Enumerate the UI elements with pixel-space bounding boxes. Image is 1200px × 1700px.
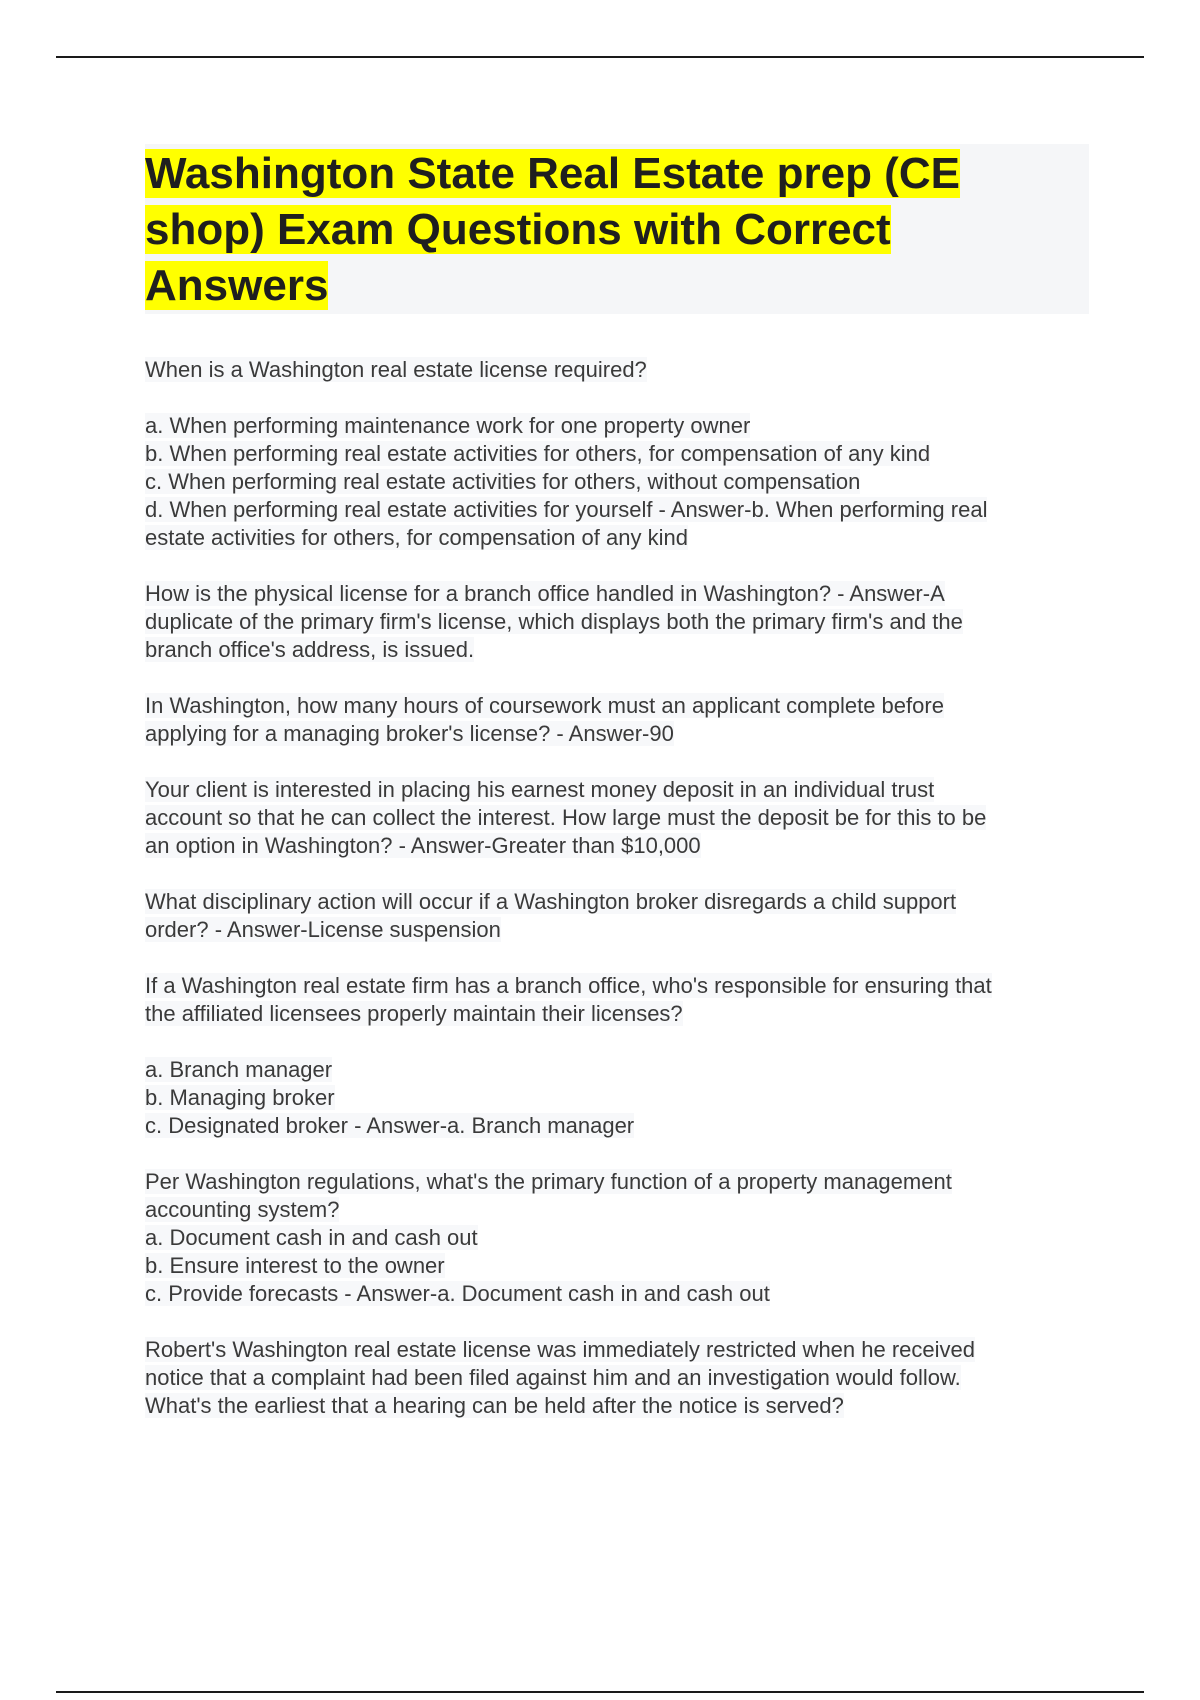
text-line xyxy=(145,1336,1089,1364)
text-line-content: estate activities for others, for compensation of any kind xyxy=(145,525,688,550)
text-line xyxy=(145,916,1089,944)
text-line-content: accounting system? xyxy=(145,1197,340,1222)
title-line: shop) Exam Questions with Correct xyxy=(145,205,891,254)
text-line-content: What disciplinary action will occur if a Washington broker disregards a child support xyxy=(145,889,957,914)
text-line-content: c. When performing real estate activities for others, without compensation xyxy=(145,469,861,494)
bottom-rule xyxy=(56,1691,1144,1693)
text-line xyxy=(145,1000,1089,1028)
text-line xyxy=(145,496,1089,524)
question-list xyxy=(145,356,1089,1420)
text-line-content: branch office's address, is issued. xyxy=(145,637,475,662)
text-line xyxy=(145,1168,1089,1196)
text-line xyxy=(145,972,1089,1000)
question-block xyxy=(145,1336,1089,1420)
text-line-content: the affiliated licensees properly maintain their licenses? xyxy=(145,1001,683,1026)
text-line xyxy=(145,1364,1089,1392)
text-line xyxy=(145,468,1089,496)
text-line-content: a. When performing maintenance work for one property owner xyxy=(145,413,751,438)
text-line-content: In Washington, how many hours of coursework must an applicant complete before xyxy=(145,693,944,718)
text-line-content: order? - Answer-License suspension xyxy=(145,917,501,942)
text-line xyxy=(145,580,1089,608)
text-line-content: b. Ensure interest to the owner xyxy=(145,1253,445,1278)
text-line xyxy=(145,832,1089,860)
text-line-content: an option in Washington? - Answer-Greater than $10,000 xyxy=(145,833,701,858)
text-line-content: What's the earliest that a hearing can be held after the notice is served? xyxy=(145,1393,844,1418)
text-line xyxy=(145,720,1089,748)
text-line-content: account so that he can collect the interest. How large must the deposit be for this to be xyxy=(145,805,987,830)
question-block xyxy=(145,356,1089,552)
text-line-content: applying for a managing broker's license? - Answer-90 xyxy=(145,721,674,746)
title-line: Washington State Real Estate prep (CE xyxy=(145,149,960,198)
title-line: Answers xyxy=(145,261,329,310)
question-block xyxy=(145,580,1089,664)
text-line xyxy=(145,524,1089,552)
text-line xyxy=(145,776,1089,804)
text-line-content: a. Branch manager xyxy=(145,1057,333,1082)
text-line xyxy=(145,1392,1089,1420)
text-line xyxy=(145,636,1089,664)
text-line xyxy=(145,1056,1089,1084)
text-line xyxy=(145,412,1089,440)
text-line-content: How is the physical license for a branch office handled in Washington? - Answer-A xyxy=(145,581,945,606)
document-body xyxy=(145,144,1089,1448)
text-line-content: Your client is interested in placing his earnest money deposit in an individual trust xyxy=(145,777,935,802)
text-line xyxy=(145,1084,1089,1112)
question-block xyxy=(145,972,1089,1140)
title-block xyxy=(145,144,1089,314)
text-line xyxy=(145,888,1089,916)
text-line-content: b. When performing real estate activities for others, for compensation of any kind xyxy=(145,441,931,466)
text-line-content: Per Washington regulations, what's the primary function of a property management xyxy=(145,1169,952,1194)
text-line xyxy=(145,692,1089,720)
text-line-content: d. When performing real estate activities for yourself - Answer-b. When performing real xyxy=(145,497,988,522)
text-line xyxy=(145,804,1089,832)
text-line-content: duplicate of the primary firm's license, which displays both the primary firm's and the xyxy=(145,609,963,634)
question-block xyxy=(145,888,1089,944)
text-line-content: c. Provide forecasts - Answer-a. Document cash in and cash out xyxy=(145,1281,770,1306)
text-line-content: When is a Washington real estate license required? xyxy=(145,357,647,382)
text-line xyxy=(145,356,1089,384)
text-line-content: Robert's Washington real estate license was immediately restricted when he received xyxy=(145,1337,975,1362)
text-line xyxy=(145,1224,1089,1252)
text-line-content: c. Designated broker - Answer-a. Branch manager xyxy=(145,1113,635,1138)
text-line xyxy=(145,608,1089,636)
blank-line xyxy=(145,1028,1089,1056)
text-line-content: notice that a complaint had been filed against him and an investigation would follow. xyxy=(145,1365,961,1390)
text-line xyxy=(145,1280,1089,1308)
text-line-content: If a Washington real estate firm has a branch office, who's responsible for ensuring that xyxy=(145,973,992,998)
question-block xyxy=(145,692,1089,748)
question-block xyxy=(145,1168,1089,1308)
text-line-content: b. Managing broker xyxy=(145,1085,335,1110)
question-block xyxy=(145,776,1089,860)
text-line xyxy=(145,1252,1089,1280)
text-line-content: a. Document cash in and cash out xyxy=(145,1225,478,1250)
text-line xyxy=(145,1112,1089,1140)
top-rule xyxy=(56,56,1144,58)
document-title xyxy=(145,146,1045,314)
blank-line xyxy=(145,384,1089,412)
text-line xyxy=(145,440,1089,468)
text-line xyxy=(145,1196,1089,1224)
